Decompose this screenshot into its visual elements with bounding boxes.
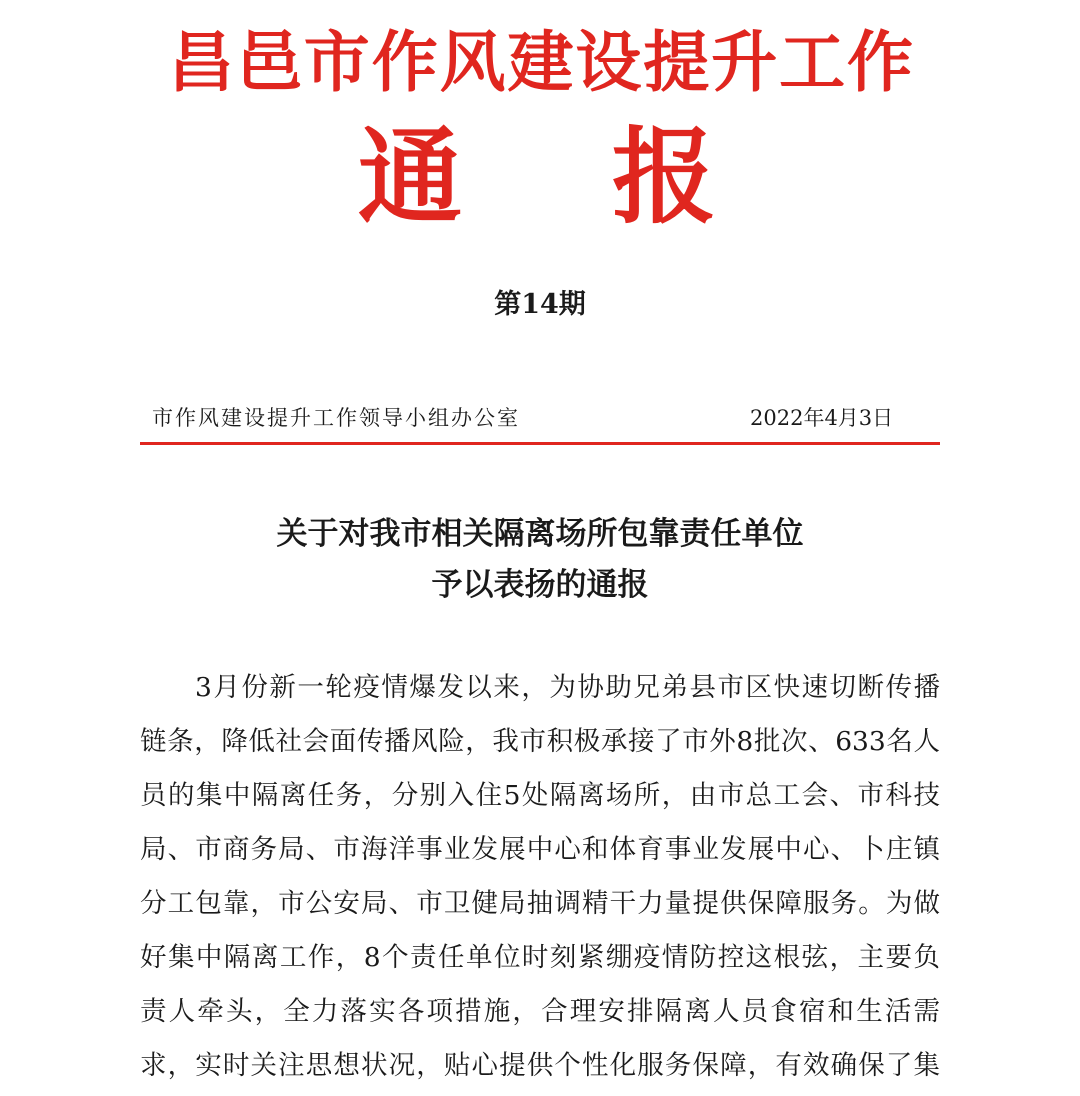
body-line: 3月份新一轮疫情爆发以来，为协助兄弟县市区快速切断传播 xyxy=(195,672,940,703)
headline-line-2: 予以表扬的通报 xyxy=(431,567,649,603)
headline-line-1: 关于对我市相关隔离场所包靠责任单位 xyxy=(276,516,804,552)
body-line: 分工包靠，市公安局、市卫健局抽调精干力量提供保障服务。为做 xyxy=(140,888,940,919)
issuing-office: 市作风建设提升工作领导小组办公室 xyxy=(152,406,520,430)
issue-date: 2022年4月3日 xyxy=(750,406,894,430)
body-line: 局、市商务局、市海洋事业发展中心和体育事业发展中心、卜庄镇 xyxy=(140,834,940,865)
body-line: 员的集中隔离任务，分别入住5处隔离场所，由市总工会、市科技 xyxy=(140,780,940,811)
masthead-title: 昌邑市作风建设提升工作 xyxy=(168,23,913,101)
body-line: 链条，降低社会面传播风险，我市积极承接了市外8批次、633名人 xyxy=(140,726,940,757)
body-line: 求，实时关注思想状况，贴心提供个性化服务保障，有效确保了集 xyxy=(140,1050,940,1081)
masthead-subtitle-1: 通 xyxy=(358,115,463,238)
masthead-subtitle-2: 报 xyxy=(612,115,717,238)
body-line: 责人牵头，全力落实各项措施，合理安排隔离人员食宿和生活需 xyxy=(140,996,940,1027)
issue-number: 第14期 xyxy=(494,289,586,320)
red-divider xyxy=(140,442,940,445)
body-line: 好集中隔离工作，8个责任单位时刻紧绷疫情防控这根弦，主要负 xyxy=(140,942,940,973)
